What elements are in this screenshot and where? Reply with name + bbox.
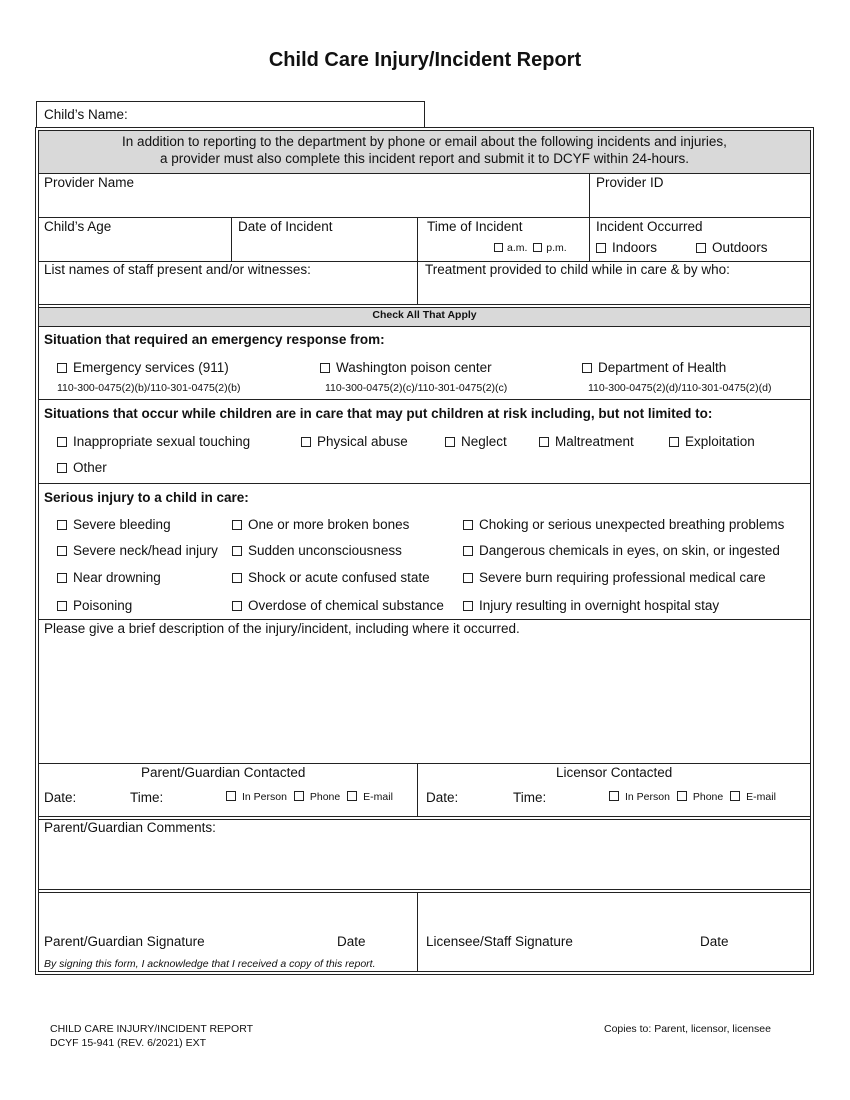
- am-pm-options: [494, 242, 567, 254]
- licensor-email-checkbox[interactable]: [730, 791, 740, 801]
- serious-item-label: Poisoning: [73, 598, 133, 613]
- serious-item-label: Choking or serious unexpected breathing problems: [479, 517, 785, 532]
- serious-item: [57, 598, 132, 613]
- licensor-contact-methods: [609, 791, 776, 803]
- parent-contacted-date: Date:: [44, 790, 77, 805]
- serious-item-label: Dangerous chemicals in eyes, on skin, or ingested: [479, 543, 780, 558]
- serious-item: [232, 570, 430, 585]
- check-all-label: Check All That Apply: [372, 309, 477, 321]
- description-label: Please give a brief description of the injury/incident, including where it occurred.: [44, 621, 520, 636]
- serious-checkbox[interactable]: [463, 573, 473, 583]
- divider: [417, 892, 418, 972]
- indoors-checkbox[interactable]: [596, 243, 606, 253]
- serious-heading: Serious injury to a child in care:: [44, 490, 249, 505]
- serious-checkbox[interactable]: [232, 520, 242, 530]
- serious-item-label: Severe neck/head injury: [73, 543, 218, 558]
- risk-checkbox[interactable]: [445, 437, 455, 447]
- licensee-date-label: Date: [700, 934, 729, 949]
- parent-date-label: Date: [337, 934, 366, 949]
- serious-checkbox[interactable]: [232, 573, 242, 583]
- emergency-item-label: Washington poison center: [336, 360, 492, 375]
- licensor-phone-checkbox[interactable]: [677, 791, 687, 801]
- am-label: a.m.: [507, 242, 528, 254]
- risk-item: [539, 434, 634, 449]
- risk-item: [57, 434, 250, 449]
- serious-checkbox[interactable]: [57, 573, 67, 583]
- emergency-code: 110-300-0475(2)(c)/110-301-0475(2)(c): [325, 382, 508, 394]
- risk-item: [669, 434, 755, 449]
- serious-item: [232, 517, 409, 532]
- department-of-health-checkbox[interactable]: [582, 363, 592, 373]
- risk-checkbox[interactable]: [301, 437, 311, 447]
- serious-item-label: Injury resulting in overnight hospital stay: [479, 598, 720, 613]
- serious-checkbox[interactable]: [463, 601, 473, 611]
- emergency-item: [582, 360, 726, 375]
- indoors-label: Indoors: [612, 240, 658, 255]
- indoors-option: [596, 240, 657, 255]
- date-of-incident-label: Date of Incident: [238, 219, 333, 234]
- outdoors-checkbox[interactable]: [696, 243, 706, 253]
- parent-contact-methods: [226, 791, 393, 803]
- divider: [417, 763, 418, 817]
- serious-item-label: Severe bleeding: [73, 517, 171, 532]
- in-person-label: In Person: [625, 791, 670, 803]
- serious-item: [463, 517, 784, 532]
- serious-item: [463, 543, 780, 558]
- risk-checkbox[interactable]: [57, 437, 67, 447]
- incident-occurred-label: Incident Occurred: [596, 219, 703, 234]
- licensee-signature-label: Licensee/Staff Signature: [426, 934, 573, 949]
- serious-item: [232, 543, 402, 558]
- email-label: E-mail: [363, 791, 393, 803]
- serious-item-label: Sudden unconsciousness: [248, 543, 402, 558]
- emergency-code: 110-300-0475(2)(d)/110-301-0475(2)(d): [588, 382, 772, 394]
- comments-label: Parent/Guardian Comments:: [44, 820, 216, 835]
- outdoors-label: Outdoors: [712, 240, 768, 255]
- parent-email-checkbox[interactable]: [347, 791, 357, 801]
- divider: [38, 173, 811, 174]
- risk-item-label: Exploitation: [685, 434, 755, 449]
- divider: [38, 892, 811, 893]
- emergency-item-label: Emergency services (911): [73, 360, 229, 375]
- serious-item-label: Shock or acute confused state: [248, 570, 430, 585]
- divider: [38, 304, 811, 305]
- phone-label: Phone: [309, 791, 341, 803]
- poison-center-checkbox[interactable]: [320, 363, 330, 373]
- page-title: Child Care Injury/Incident Report: [268, 49, 582, 71]
- email-label: E-mail: [746, 791, 776, 803]
- divider: [38, 816, 811, 817]
- pm-checkbox[interactable]: [533, 243, 542, 252]
- risk-checkbox[interactable]: [539, 437, 549, 447]
- emergency-heading: Situation that required an emergency response from:: [44, 332, 385, 347]
- childs-age-label: Child’s Age: [44, 219, 112, 234]
- outdoors-option: [696, 240, 768, 255]
- serious-checkbox[interactable]: [57, 546, 67, 556]
- parent-signature-label: Parent/Guardian Signature: [44, 934, 205, 949]
- serious-checkbox[interactable]: [57, 601, 67, 611]
- emergency-item: [57, 360, 229, 375]
- divider: [231, 217, 232, 262]
- footer-line-1: CHILD CARE INJURY/INCIDENT REPORT: [50, 1023, 254, 1035]
- provider-name-label: Provider Name: [44, 175, 135, 190]
- risk-heading: Situations that occur while children are in care that may put children at risk including, but not limited to:: [44, 406, 713, 421]
- time-of-incident-label: Time of Incident: [427, 219, 523, 234]
- description-field[interactable]: [39, 640, 810, 762]
- serious-item: [463, 598, 719, 613]
- footer-copies: Copies to: Parent, licensor, licensee: [604, 1023, 771, 1035]
- emergency-item-label: Department of Health: [598, 360, 727, 375]
- risk-checkbox[interactable]: [57, 463, 67, 473]
- serious-item-label: Overdose of chemical substance: [248, 598, 444, 613]
- risk-checkbox[interactable]: [669, 437, 679, 447]
- parent-phone-checkbox[interactable]: [294, 791, 304, 801]
- pm-label: p.m.: [546, 242, 567, 254]
- emergency-services-checkbox[interactable]: [57, 363, 67, 373]
- serious-item: [232, 598, 444, 613]
- parent-in-person-checkbox[interactable]: [226, 791, 236, 801]
- divider: [38, 217, 811, 218]
- serious-item-label: Near drowning: [73, 570, 161, 585]
- provider-id-label: Provider ID: [596, 175, 664, 190]
- serious-item-label: One or more broken bones: [248, 517, 410, 532]
- divider: [38, 483, 811, 484]
- risk-item-label: Inappropriate sexual touching: [73, 434, 251, 449]
- risk-item: [445, 434, 507, 449]
- footer-line-2: DCYF 15-941 (REV. 6/2021) EXT: [50, 1037, 207, 1049]
- serious-checkbox[interactable]: [463, 520, 473, 530]
- licensor-in-person-checkbox[interactable]: [609, 791, 619, 801]
- licensor-contacted-heading: Licensor Contacted: [556, 765, 673, 780]
- emergency-code: 110-300-0475(2)(b)/110-301-0475(2)(b): [57, 382, 241, 394]
- serious-checkbox[interactable]: [232, 546, 242, 556]
- risk-item-label: Physical abuse: [317, 434, 408, 449]
- serious-item: [57, 570, 161, 585]
- serious-checkbox[interactable]: [57, 520, 67, 530]
- risk-item: [301, 434, 408, 449]
- licensor-contacted-date: Date:: [426, 790, 459, 805]
- notice-line-1: In addition to reporting to the department by phone or email about the following incidents and injuries,: [122, 134, 727, 149]
- risk-item-label: Neglect: [461, 434, 507, 449]
- licensor-contacted-time: Time:: [513, 790, 547, 805]
- serious-item: [57, 517, 171, 532]
- divider: [38, 889, 811, 890]
- comments-field[interactable]: [39, 839, 810, 888]
- divider: [38, 763, 811, 764]
- risk-item-label: Other: [73, 460, 107, 475]
- phone-label: Phone: [692, 791, 724, 803]
- parent-contacted-heading: Parent/Guardian Contacted: [141, 765, 306, 780]
- serious-item: [463, 570, 766, 585]
- risk-item: [57, 460, 107, 475]
- divider: [38, 399, 811, 400]
- am-checkbox[interactable]: [494, 243, 503, 252]
- childs-name-label: Child’s Name:: [44, 107, 128, 122]
- divider: [38, 619, 811, 620]
- staff-witnesses-label: List names of staff present and/or witnesses:: [44, 262, 311, 277]
- risk-item-label: Maltreatment: [555, 434, 634, 449]
- in-person-label: In Person: [242, 791, 287, 803]
- emergency-item: [320, 360, 492, 375]
- serious-item-label: Severe burn requiring professional medical care: [479, 570, 766, 585]
- parent-contacted-time: Time:: [130, 790, 164, 805]
- treatment-label: Treatment provided to child while in care & by who:: [425, 262, 730, 277]
- acknowledge-text: By signing this form, I acknowledge that I received a copy of this report.: [44, 958, 376, 970]
- serious-checkbox[interactable]: [232, 601, 242, 611]
- serious-item: [57, 543, 218, 558]
- notice-line-2: a provider must also complete this incident report and submit it to DCYF within 24-hours.: [160, 151, 689, 166]
- serious-checkbox[interactable]: [463, 546, 473, 556]
